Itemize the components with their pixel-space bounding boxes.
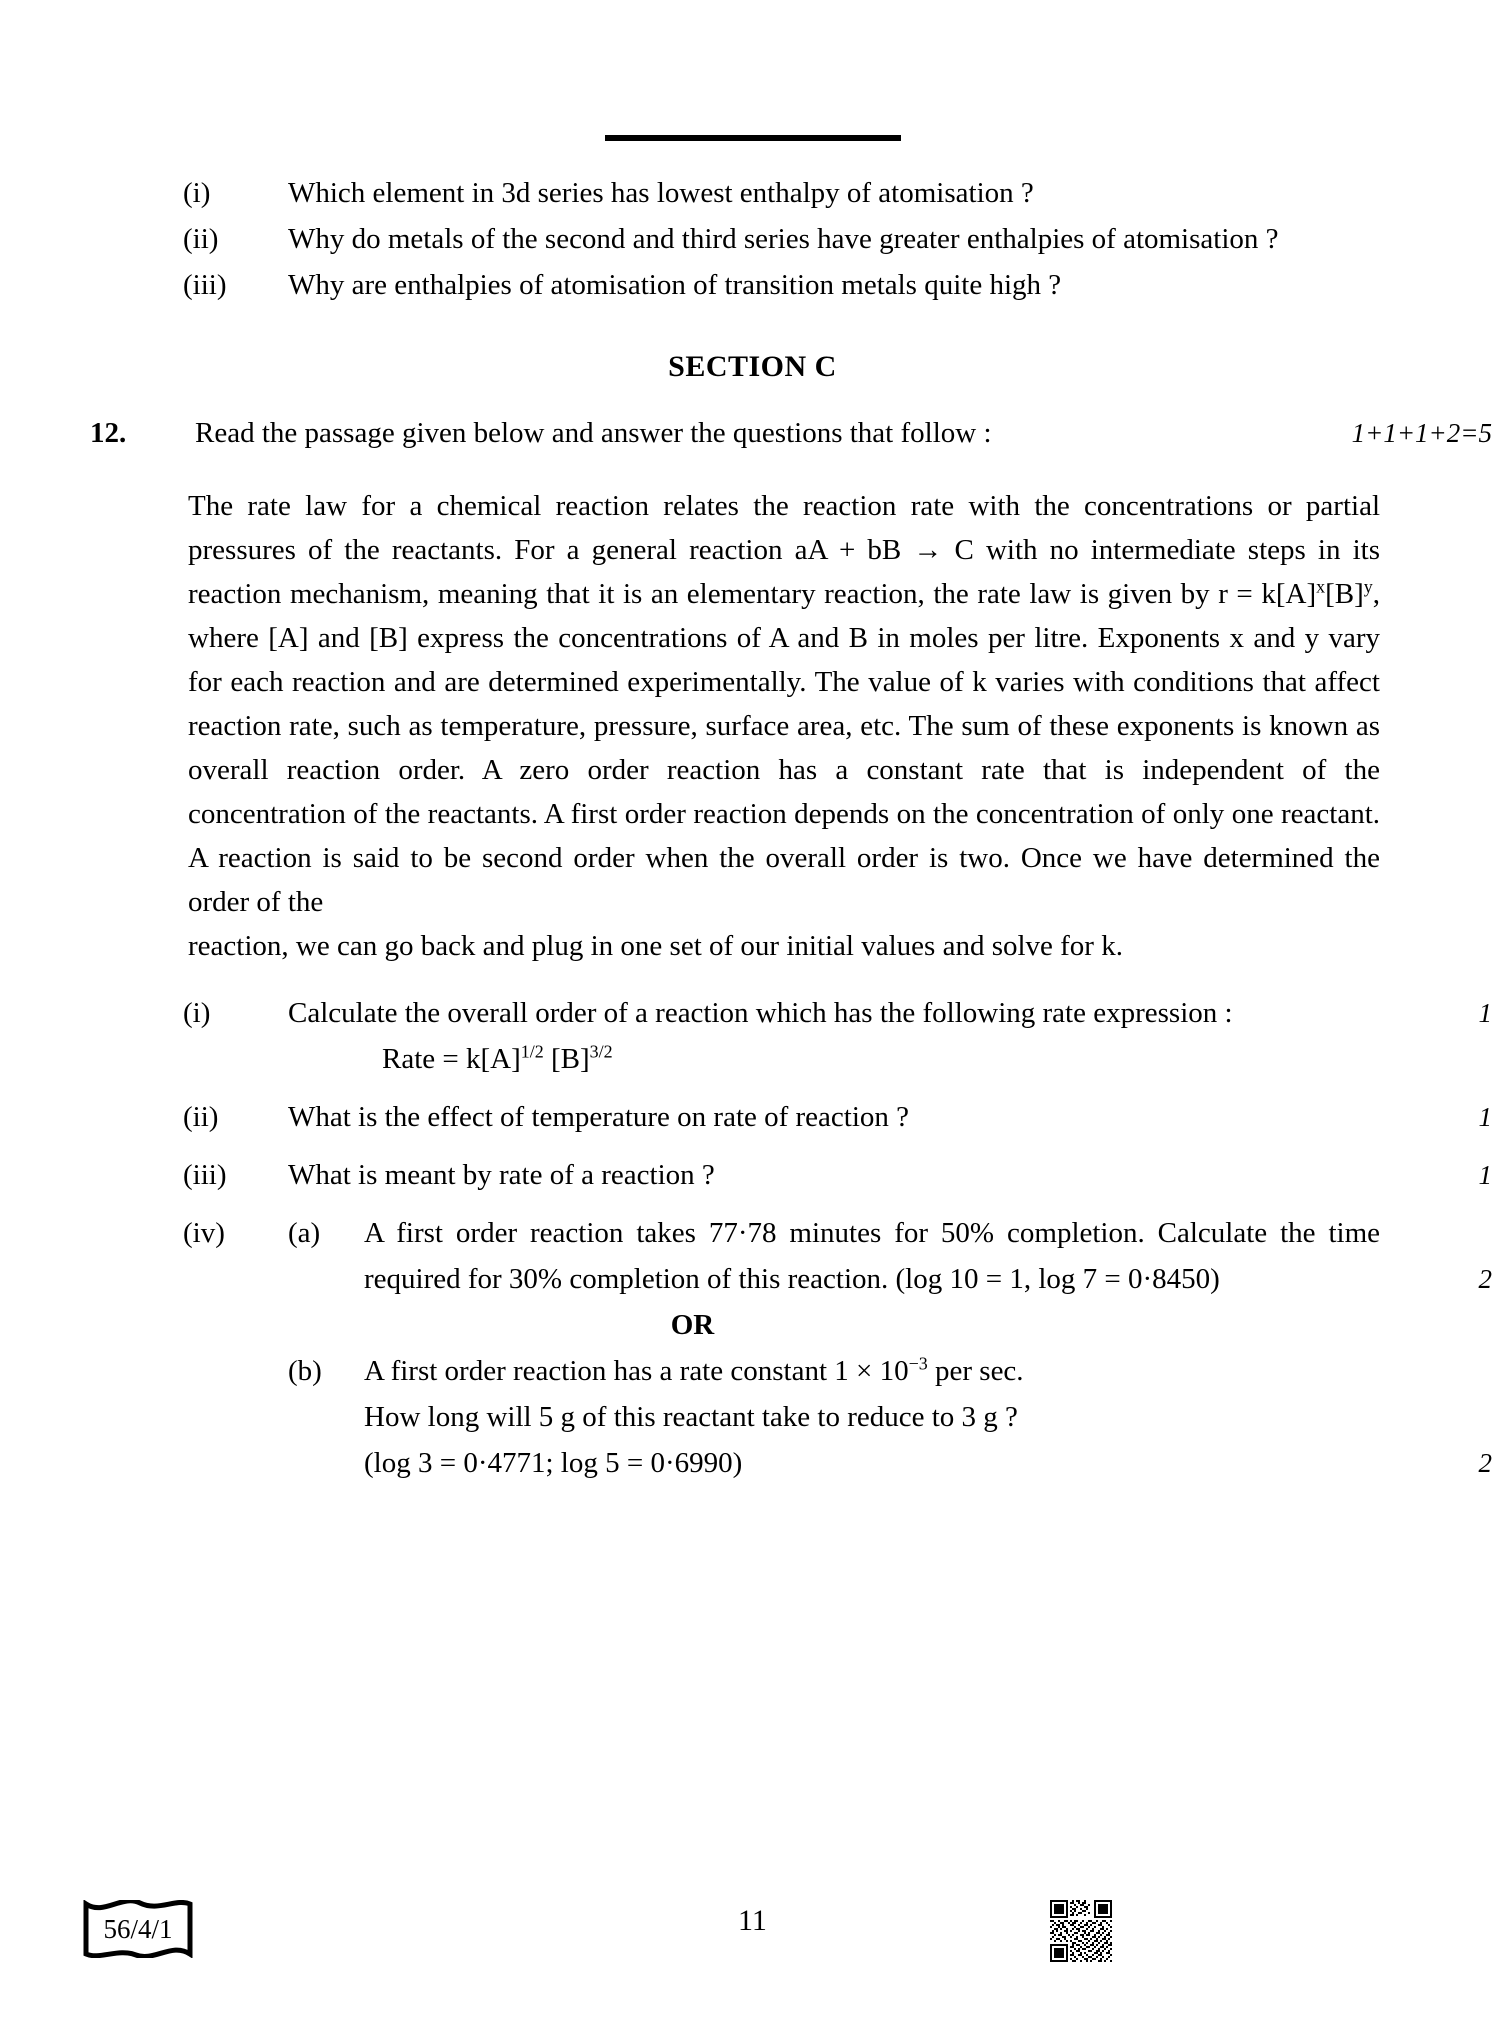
- option-b-line-2: How long will 5 g of this reactant take to reduce to 3 g ?: [364, 1401, 1018, 1433]
- marks-badge: 1: [1478, 1102, 1492, 1132]
- passage-paragraph: [188, 484, 1380, 924]
- option-b-text-wrap: [364, 1348, 1505, 1486]
- subquestion-text: What is meant by rate of a reaction ?: [288, 1159, 715, 1191]
- subquestion-marker: (i): [183, 997, 211, 1029]
- item-text: Which element in 3d series has lowest enthalpy of atomisation ?: [288, 177, 1034, 209]
- rate-expression-formula: [382, 1036, 1505, 1082]
- passage-paragraph-tail: [188, 924, 1380, 968]
- list-item: [0, 216, 1505, 262]
- formula-exponent-2: 3/2: [589, 1041, 613, 1062]
- option-b-line-3: [364, 1440, 1492, 1486]
- paper-code: 56/4/1: [103, 1913, 173, 1944]
- subquestion-iii: [0, 1152, 1505, 1198]
- question-number: 12.: [90, 417, 127, 449]
- marks-badge: 2: [1478, 1264, 1492, 1294]
- marks-badge: 1: [1478, 1160, 1492, 1190]
- subquestion-iv: [0, 1210, 1505, 1302]
- subquestion-marker: (iv): [183, 1217, 225, 1249]
- passage-part-3: reaction, we can go back and plug in one set of our initial values and solve for k.: [188, 930, 1123, 962]
- question-12: [0, 410, 1505, 456]
- option-b-line1-tail: per sec.: [927, 1355, 1024, 1387]
- horizontal-rule-icon: [605, 135, 901, 141]
- rate-constant-exponent: −3: [908, 1353, 928, 1374]
- page-footer: [0, 1900, 1505, 2020]
- option-b-line1-lead: A first order reaction has a rate constant 1 × 10: [364, 1355, 909, 1387]
- passage-part-mid: [B]: [1325, 578, 1364, 610]
- formula-mid: [B]: [543, 1043, 590, 1075]
- subquestion-text-wrap: [288, 990, 1505, 1036]
- passage-exponent-x: x: [1316, 576, 1326, 597]
- qr-code-icon: [1050, 1900, 1112, 1962]
- option-b: [0, 1348, 1505, 1486]
- qr-code-svg: [1050, 1900, 1112, 1962]
- item-marker: (i): [183, 177, 211, 209]
- subquestion-text: What is the effect of temperature on rate of reaction ?: [288, 1101, 910, 1133]
- option-b-line-1: [364, 1348, 1380, 1394]
- passage-exponent-y: y: [1363, 576, 1373, 597]
- subquestion-text-wrap: [288, 1094, 1505, 1140]
- option-a-marker: (a): [288, 1217, 321, 1249]
- question-stem-text: Read the passage given below and answer the questions that follow :: [195, 417, 992, 449]
- passage-part-2: , where [A] and [B] express the concentrations of A and B in moles per litre. Exponents x and y vary for each reaction and are determined experimentally. The value of k varies with conditions that affect reaction rate, such as temperature, pressure, surface area, etc. The sum of these exponents is known as overall reaction order. A zero order reaction has a constant rate that is independent of the concentration of the reactants. A first order reaction depends on the concentration of only one reactant. A reaction is said to be second order when the overall order is two. Once we have determined the order of the: [188, 578, 1380, 918]
- marks-badge: 1+1+1+2=5: [1351, 418, 1492, 448]
- item-text: Why do metals of the second and third series have greater enthalpies of atomisation ?: [288, 223, 1279, 255]
- option-b-marker: (b): [288, 1355, 322, 1387]
- passage-part-1: The rate law for a chemical reaction relates the reaction rate with the concentrations or partial pressures of the reactants. For a general reaction aA + bB → C with no intermediate steps in its reaction mechanism, meaning that it is an elementary reaction, the rate law is given by r = k[A]: [188, 490, 1380, 610]
- question-stem: [195, 410, 1505, 456]
- option-a-text-wrap: [364, 1210, 1505, 1302]
- marks-badge: 2: [1478, 1448, 1492, 1478]
- top-divider: [0, 128, 1505, 146]
- or-separator: OR: [670, 1309, 715, 1341]
- section-heading: SECTION C: [668, 350, 837, 383]
- subquestion-text: Calculate the overall order of a reaction which has the following rate expression :: [288, 997, 1233, 1029]
- marks-badge: 1: [1478, 998, 1492, 1028]
- subquestion-marker: (iii): [183, 1159, 227, 1191]
- subquestion-ii: [0, 1094, 1505, 1140]
- page-content: [0, 170, 1505, 1486]
- subquestion-text-wrap: [288, 1152, 1505, 1198]
- item-marker: (iii): [183, 269, 227, 301]
- page-number: 11: [738, 1904, 767, 1937]
- subquestion-marker: (ii): [183, 1101, 219, 1133]
- option-b-line3-text: (log 3 = 0·4771; log 5 = 0·6990): [364, 1447, 743, 1479]
- list-item: [0, 262, 1505, 308]
- item-text: Why are enthalpies of atomisation of transition metals quite high ?: [288, 269, 1062, 301]
- formula-exponent-1: 1/2: [520, 1041, 544, 1062]
- item-marker: (ii): [183, 223, 219, 255]
- option-a-text: A first order reaction takes 77·78 minutes for 50% completion. Calculate the time required for 30% completion of this reaction. (log 10 = 1, log 7 = 0·8450): [364, 1217, 1380, 1295]
- list-item: [0, 170, 1505, 216]
- subquestion-i: [0, 990, 1505, 1036]
- formula-lead: Rate = k[A]: [382, 1043, 521, 1075]
